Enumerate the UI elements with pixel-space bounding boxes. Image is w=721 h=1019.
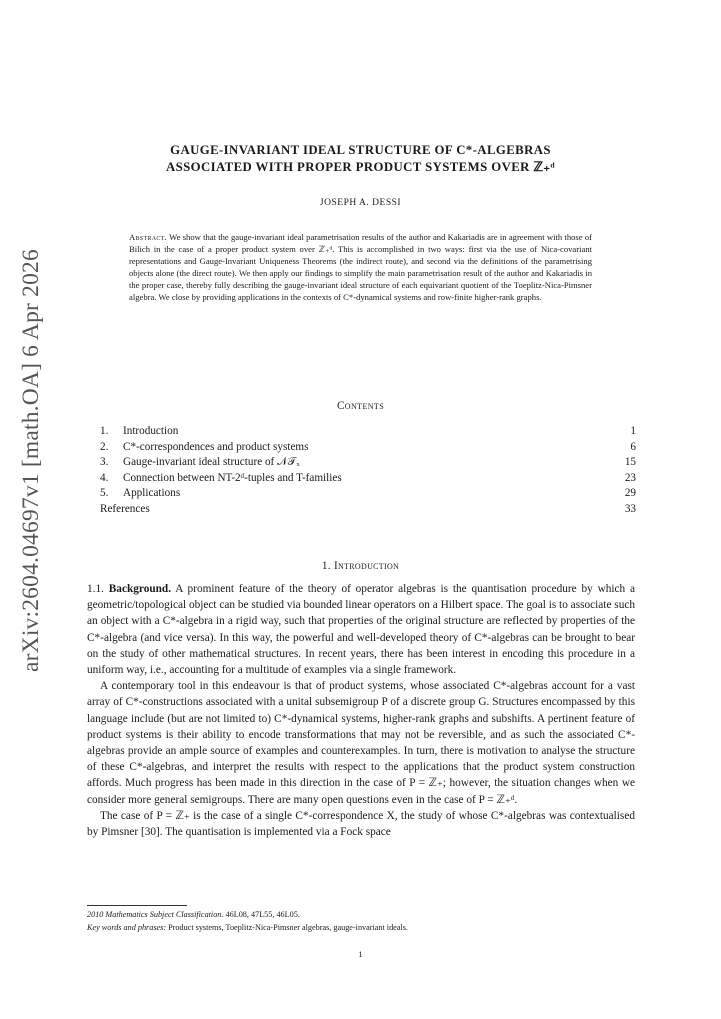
toc-entry-number: 5. xyxy=(100,487,109,500)
footnotes xyxy=(87,909,635,934)
toc-entry-page: 1 xyxy=(630,425,636,437)
arxiv-identifier: arXiv:2604.04697v1 [math.OA] 6 Apr 2026 xyxy=(18,249,44,672)
subsection-number: 1.1. xyxy=(87,583,104,595)
toc-entry-number: 3. xyxy=(100,456,109,469)
footnote-msc xyxy=(87,909,635,922)
toc-entry-title: C*-correspondences and product systems xyxy=(123,440,309,453)
toc-entry-title: Applications xyxy=(123,487,181,500)
toc-entry-page: 6 xyxy=(630,440,636,453)
abstract-label: Abstract. xyxy=(129,232,168,242)
toc-entry-page: 33 xyxy=(624,502,636,515)
paragraph-text: A prominent feature of the theory of operator algebras is the quantisation procedure by which a geometric/topological object can be studied via bounded linear operators on a Hilbert space. The goal is to associate such an object with a C*-algebra in a rigid way, such that properties of the original structure are reflected by properties of the C*-algebra (and vice versa). In this way, the powerful and well-developed theory of C*-algebras can be brought to bear on the study of other mathematical structures. In recent years, there has been interest in encoding this procedure in a uniform way, i.e., accounting for a multitude of examples via a single framework. xyxy=(87,583,636,677)
footnote-msc-label: 2010 Mathematics Subject Classification. xyxy=(87,910,224,919)
toc-entry-page: 15 xyxy=(624,456,636,469)
section-heading xyxy=(0,560,721,572)
toc-entry-number: 4. xyxy=(100,471,109,484)
section-title: Introduction xyxy=(334,560,400,572)
toc-entry-page: 29 xyxy=(624,487,636,500)
toc-entry-page: 23 xyxy=(624,471,636,484)
page-number: 1 xyxy=(358,949,363,959)
toc-entry-title: Gauge-invariant ideal structure of 𝒩𝒯ₓ xyxy=(123,456,300,469)
abstract xyxy=(129,232,592,303)
toc-entry[interactable] xyxy=(100,486,636,502)
title-line-1: GAUGE-INVARIANT IDEAL STRUCTURE OF C*-ALGEBRAS xyxy=(170,143,551,157)
paragraph: The case of P = ℤ₊ is the case of a single C*-correspondence X, the study of whose C*-algebras was contextualised by Pimsner [30]. The quantisation is implemented via a Fock space xyxy=(87,809,635,839)
toc-entry-title: Connection between NT-2ᵈ-tuples and T-families xyxy=(123,471,342,484)
contents-heading: Contents xyxy=(336,400,385,412)
toc-entry[interactable] xyxy=(100,440,636,456)
toc-entry-number: 2. xyxy=(100,440,109,453)
footnote-keywords xyxy=(87,922,635,935)
toc-entry-number: 1. xyxy=(100,425,109,437)
table-of-contents xyxy=(100,424,636,518)
paper-title xyxy=(0,142,721,176)
title-line-2: ASSOCIATED WITH PROPER PRODUCT SYSTEMS OVER ℤ₊ᵈ xyxy=(165,160,556,174)
footnote-keywords-value: Product systems, Toeplitz-Nica-Pimsner algebras, gauge-invariant ideals. xyxy=(168,922,408,932)
toc-entry[interactable] xyxy=(100,471,636,487)
footnote-msc-value: 46L08, 47L55, 46L05. xyxy=(225,910,300,919)
toc-entry[interactable] xyxy=(100,455,636,471)
toc-entry-title: References xyxy=(100,502,150,515)
toc-entry[interactable] xyxy=(100,424,636,440)
toc-entry-title: Introduction xyxy=(123,425,179,437)
subsection-title: Background. xyxy=(108,583,172,595)
paragraph xyxy=(87,581,635,678)
author-name: JOSEPH A. DESSI xyxy=(319,198,402,208)
footnote-rule xyxy=(87,905,187,906)
paragraph: A contemporary tool in this endeavour is that of product systems, whose associated C*-algebras account for a vast array of C*-constructions associated with a unital subsemigroup P of a discrete group G. Structures encompassed by this language include (but are not limited to) C*-dynamical systems, higher-rank graphs and subshifts. A pertinent feature of product systems is their ability to encode transformations that may not be reversible, and as such the associated C*-algebras provide an ample source of examples and counterexamples. In turn, there is motivation to analyse the structure of these C*-algebras, and interpret the results with respect to the applications that the product system construction affords. Much progress has been made in this direction in the case of P = ℤ₊; however, the situation changes when we consider more general semigroups. There are many open questions even in the case of P = ℤ₊ᵈ. xyxy=(87,680,635,806)
abstract-text: We show that the gauge-invariant ideal parametrisation results of the author and Kakariadis are in agreement with those of Bilich in the case of a proper product system over ℤ₊ᵈ. This is accomplished in two ways: first via the use of Nica-covariant representations and Gauge-Invariant Uniqueness Theorems (the indirect route), and second via the definitions of the parametrising objects alone (the direct route). We then apply our findings to simplify the main parametrisation result of the author and Kakariadis in the proper case, thereby fully describing the gauge-invariant ideal structure of each equivariant quotient of the Toeplitz-Nica-Pimsner algebra. We close by providing applications in the contexts of C*-dynamical systems and row-finite higher-rank graphs. xyxy=(129,232,592,302)
toc-entry-references[interactable] xyxy=(100,502,636,518)
body-text xyxy=(87,581,635,840)
footnote-keywords-label: Key words and phrases: xyxy=(87,922,167,932)
section-number: 1. xyxy=(321,560,331,572)
